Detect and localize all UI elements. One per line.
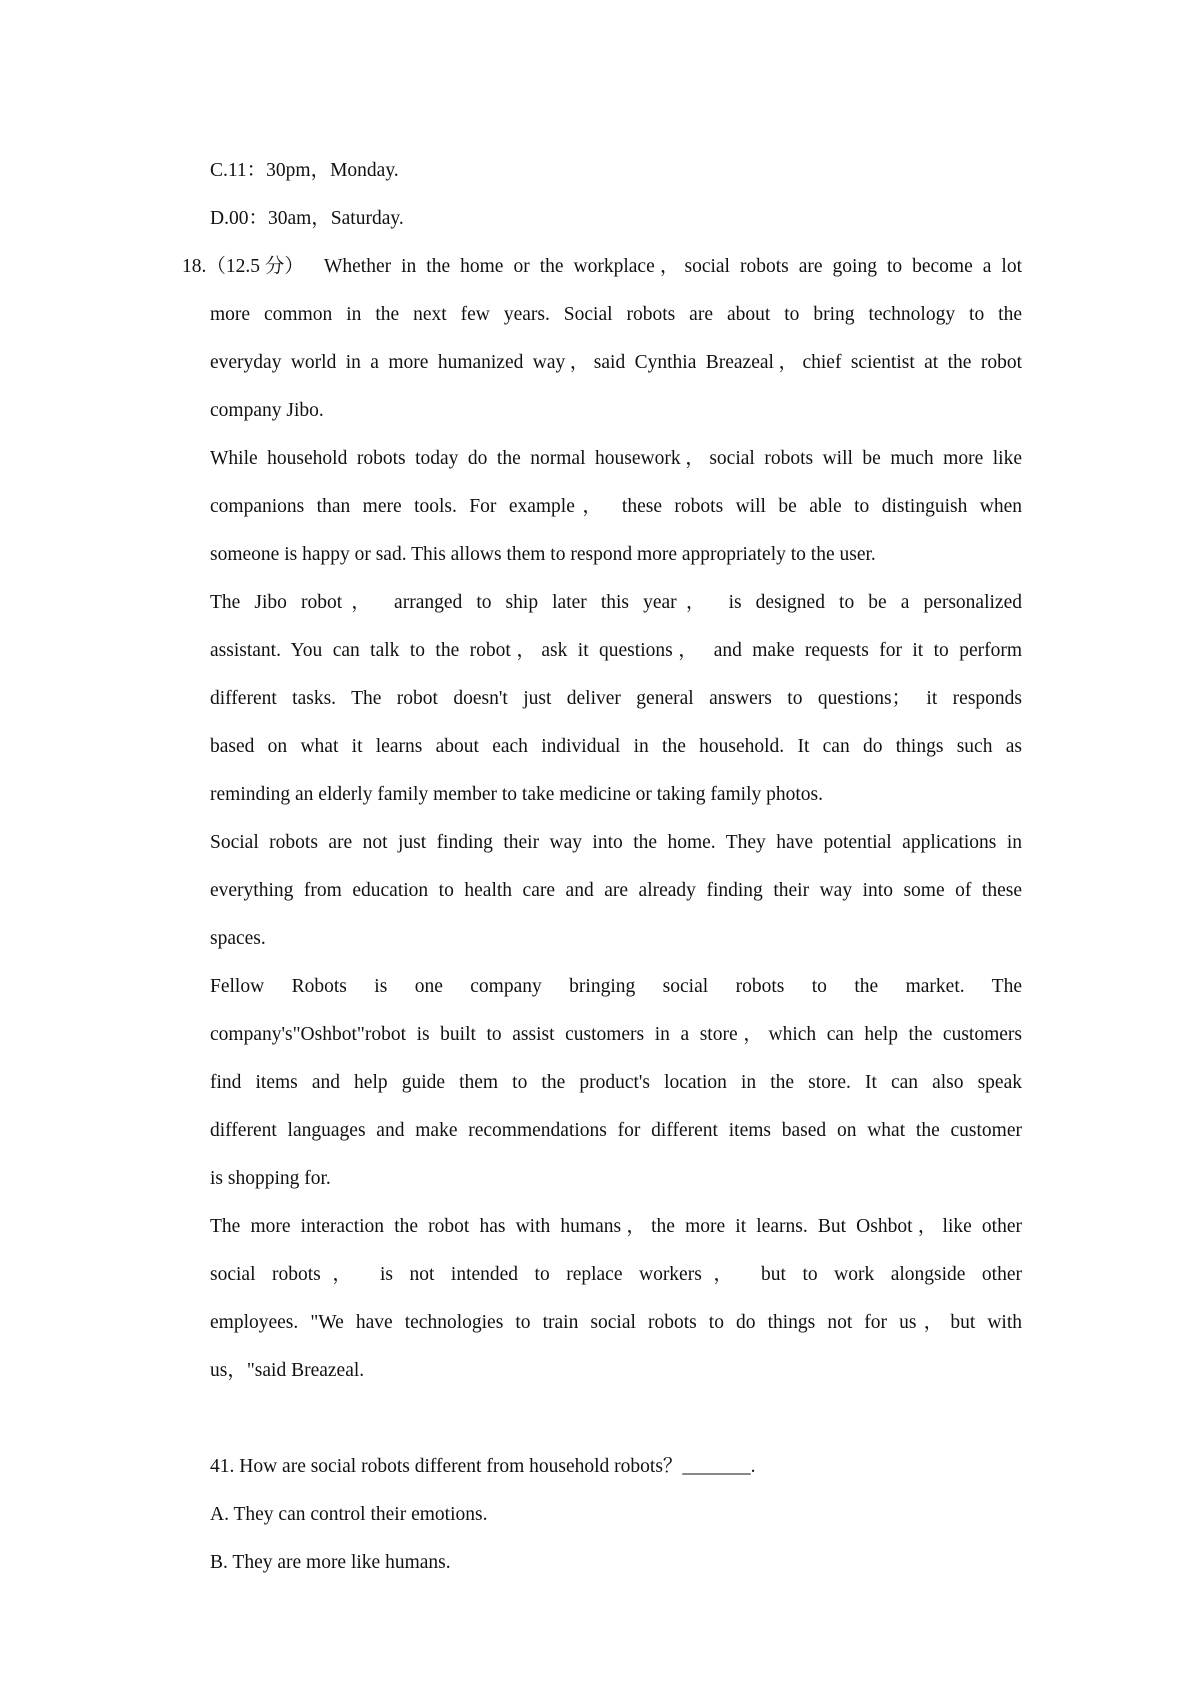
question-number-value: 18. <box>182 256 207 277</box>
passage-line: everything from education to health care and are already finding their way into some of these <box>210 880 1022 901</box>
passage-line: employees. "We have technologies to train social robots to do things not for us，but with <box>210 1312 1022 1333</box>
passage-line: While household robots today do the normal housework，social robots will be much more like <box>210 448 1022 469</box>
passage-line: company's"Oshbot"robot is built to assist customers in a store，which can help the customers <box>210 1024 1022 1045</box>
passage-line: someone is happy or sad. This allows them to respond more appropriately to the user. <box>210 544 876 565</box>
passage-line: assistant. You can talk to the robot，ask it questions， and make requests for it to perform <box>210 640 1022 661</box>
passage-line: based on what it learns about each individual in the household. It can do things such as <box>210 736 1022 757</box>
passage-line: different languages and make recommendations for different items based on what the customer <box>210 1120 1022 1141</box>
passage-line: Social robots are not just finding their way into the home. They have potential applications in <box>210 832 1022 853</box>
answer-option-b: B. They are more like humans. <box>210 1552 451 1573</box>
passage-line: everyday world in a more humanized way，said Cynthia Breazeal，chief scientist at the robot <box>210 352 1022 373</box>
answer-option-a: A. They can control their emotions. <box>210 1504 488 1525</box>
passage-line: Fellow Robots is one company bringing social robots to the market. The <box>210 976 1022 997</box>
question-number <box>182 253 304 281</box>
passage-line: spaces. <box>210 928 266 949</box>
passage-line: find items and help guide them to the product's location in the store. It can also speak <box>210 1072 1022 1093</box>
option-d: D.00：30am，Saturday. <box>210 208 404 229</box>
passage-line: The more interaction the robot has with humans，the more it learns. But Oshbot，like other <box>210 1216 1022 1237</box>
passage-line: more common in the next few years. Social robots are about to bring technology to the <box>210 304 1022 325</box>
option-c: C.11：30pm，Monday. <box>210 160 399 181</box>
passage-line: different tasks. The robot doesn't just deliver general answers to questions； it responds <box>210 688 1022 709</box>
question-score: （12.5 分） <box>206 256 304 277</box>
sub-question-prompt: 41. How are social robots different from household robots？_______. <box>210 1456 756 1477</box>
passage-line: us，"said Breazeal. <box>210 1360 365 1381</box>
passage-line: The Jibo robot， arranged to ship later this year， is designed to be a personalized <box>210 592 1022 613</box>
passage-line: Whether in the home or the workplace，social robots are going to become a lot <box>324 256 1022 277</box>
passage-line: companions than mere tools. For example， these robots will be able to distinguish when <box>210 496 1022 517</box>
passage-line: is shopping for. <box>210 1168 331 1189</box>
passage-line: social robots， is not intended to replace workers， but to work alongside other <box>210 1264 1022 1285</box>
passage-line: company Jibo. <box>210 400 324 421</box>
passage-line: reminding an elderly family member to take medicine or taking family photos. <box>210 784 823 805</box>
